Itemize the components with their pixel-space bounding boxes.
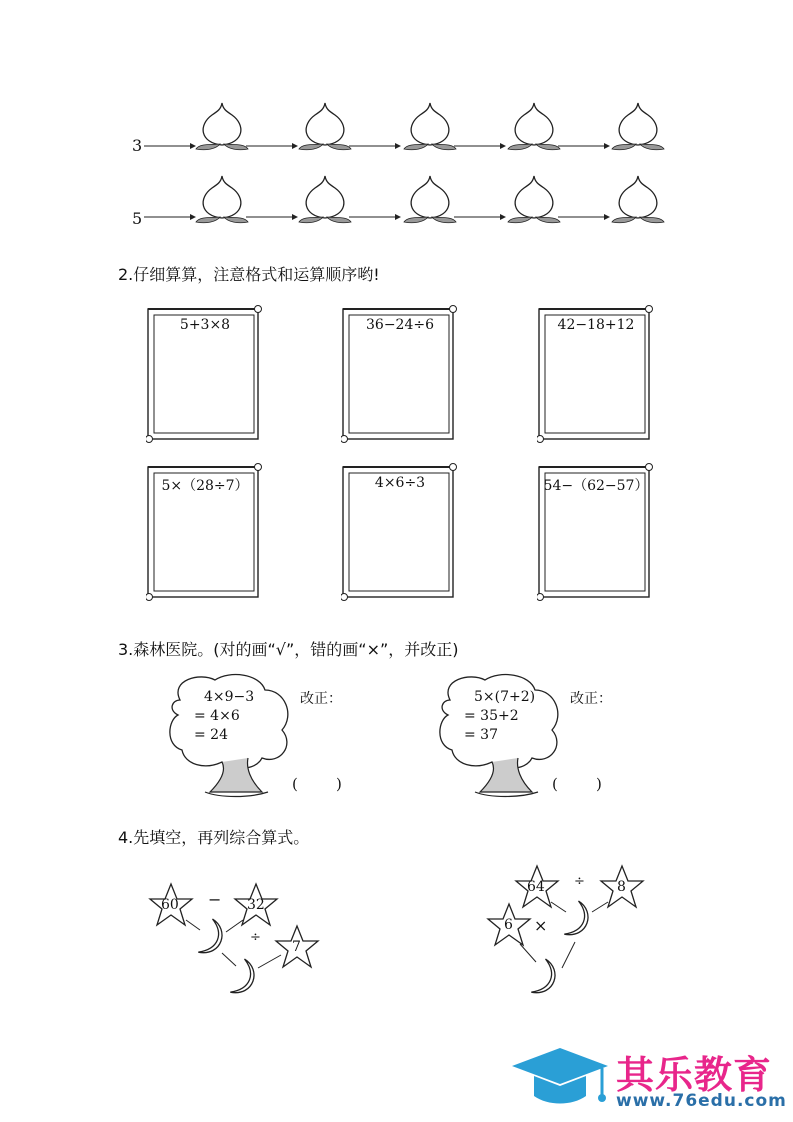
tree-1-calculation [194,688,254,745]
calc-frame-2[interactable] [341,305,459,443]
tree-2-line-3: = 37 [464,727,498,743]
graduation-cap-icon [508,1044,612,1116]
peach-sequence [0,0,793,240]
tree-1-fix-label: 改正： [300,691,342,707]
calc-frame-6-expression: 54−（62−57） [543,478,649,494]
left-operator-1: − [208,890,222,909]
tree-1-line-2: = 4×6 [194,708,240,724]
q3-heading: 3.森林医院。(对的画“√”，错的画“×”，并改正) [118,640,459,659]
right-star-c: 6 [504,917,513,933]
tree-1-line-1: 4×9−3 [204,689,255,705]
right-operator-2: × [534,916,548,935]
calc-frame-6[interactable] [537,463,655,601]
calc-frame-3-expression: 42−18+12 [557,317,635,333]
right-star-b: 8 [617,879,626,895]
calc-frame-5[interactable] [341,463,459,601]
left-star-c: 7 [292,939,301,955]
calc-frame-2-expression: 36−24÷6 [366,317,434,333]
tree-2-fix-label: 改正： [570,691,612,707]
tree-1-line-3: = 24 [194,727,228,743]
left-star-a: 60 [161,897,179,913]
peach-row-2 [144,176,664,223]
tree-2-line-2: = 35+2 [464,708,519,724]
peach-row-2-start: 5 [132,209,143,228]
tree-2-line-1: 5×(7+2) [474,689,536,705]
calc-frame-4-expression: 5×（28÷7） [161,478,249,494]
calc-frame-5-expression: 4×6÷3 [374,475,426,491]
tree-illustrations [0,670,793,810]
logo-url: www.76edu.com [616,1091,787,1111]
calc-frame-1-expression: 5+3×8 [179,317,231,333]
tree-1-answer-parens[interactable]: ( ) [292,775,342,793]
logo-name: 其乐教育 [616,1053,773,1097]
q4-heading: 4.先填空，再列综合算式。 [118,828,310,847]
left-star-b: 32 [247,897,265,913]
peach-row-1 [144,103,664,150]
q2-heading: 2.仔细算算，注意格式和运算顺序哟! [118,265,380,284]
left-operator-2: ÷ [250,930,261,945]
right-operator-1: ÷ [574,874,585,889]
calc-frame-1[interactable] [146,305,264,443]
tree-2-answer-parens[interactable]: ( ) [552,775,602,793]
calc-frame-4[interactable] [146,463,264,601]
star-moon-diagrams [0,860,793,1010]
peach-row-1-start: 3 [132,136,143,155]
tree-2-calculation [464,688,535,745]
right-star-a: 64 [527,879,545,895]
calc-frame-3[interactable] [537,305,655,443]
